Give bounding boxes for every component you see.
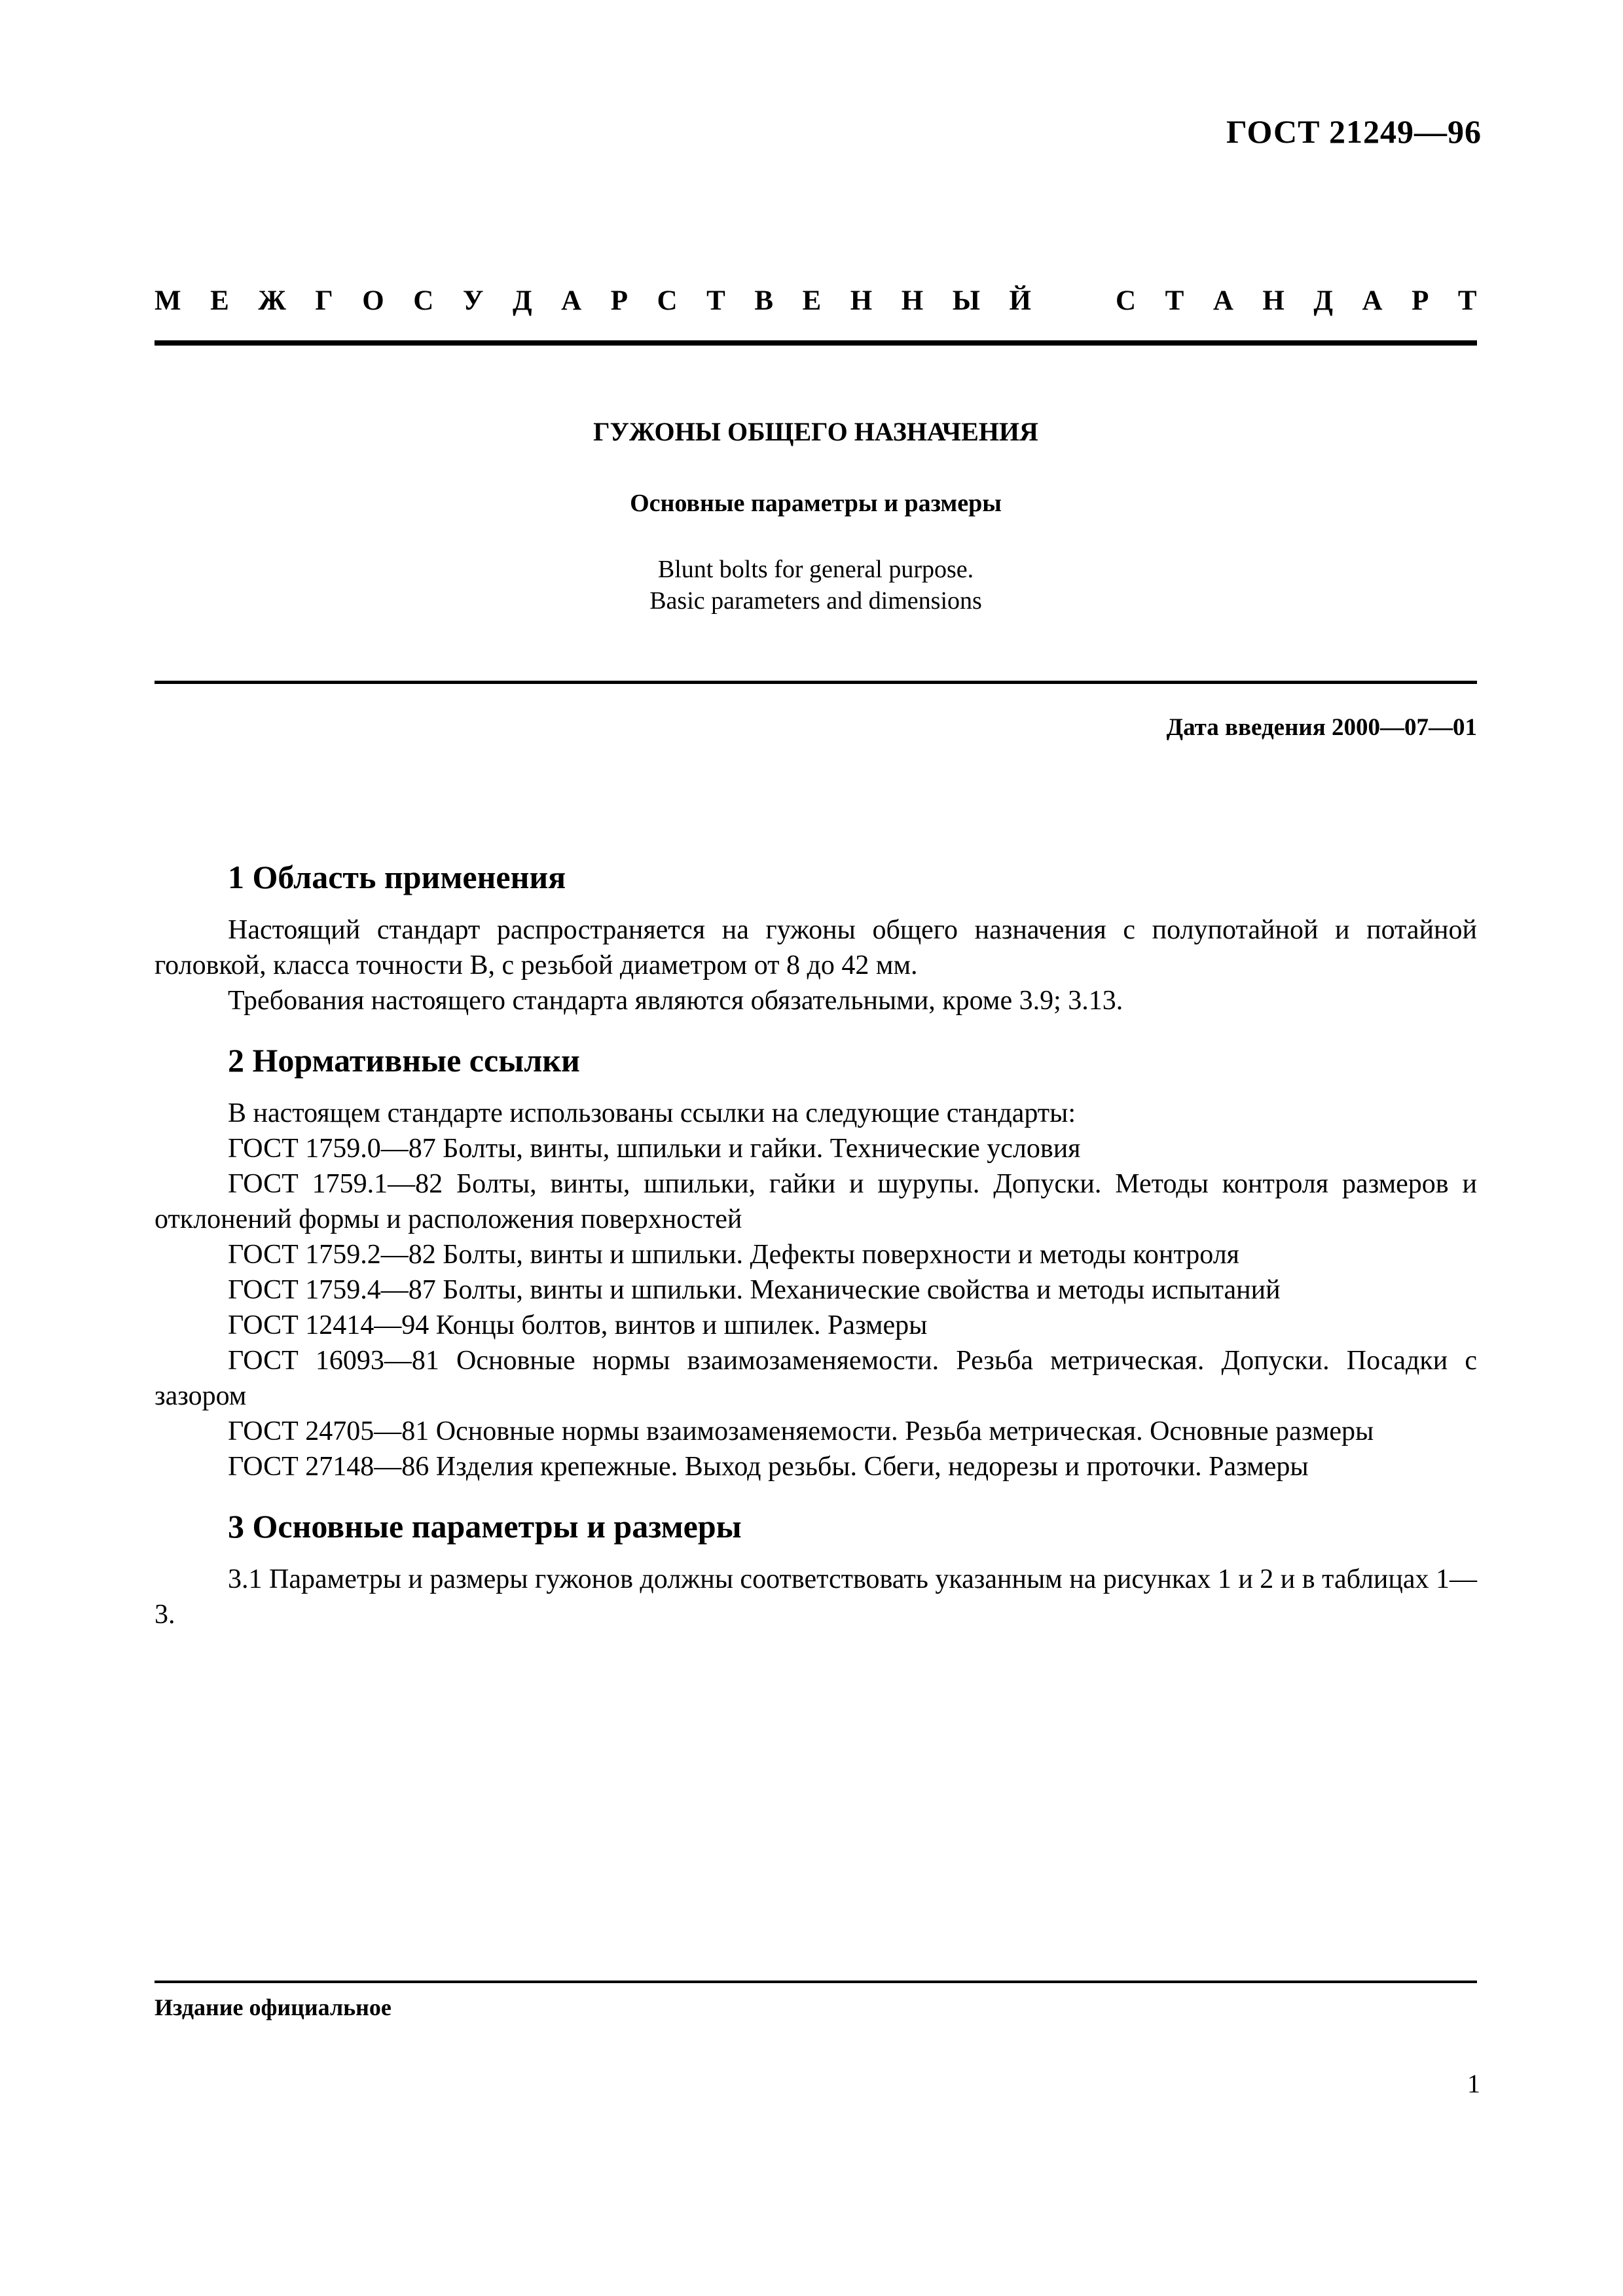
document-body (155, 856, 1477, 1653)
banner-letter: Е (210, 285, 229, 316)
banner-letter: Г (315, 285, 333, 316)
document-title: ГУЖОНЫ ОБЩЕГО НАЗНАЧЕНИЯ (593, 417, 1038, 446)
middle-rule (155, 681, 1477, 684)
banner-letter: С (657, 285, 678, 316)
banner-letter: О (362, 285, 384, 316)
banner-letter: Т (706, 285, 725, 316)
reference-item: ГОСТ 1759.0—87 Болты, винты, шпильки и гайки. Технические условия (228, 1134, 1081, 1164)
banner-letter: Т (1457, 285, 1477, 316)
section-heading: 3 Основные параметры и размеры (228, 1508, 742, 1545)
document-subtitle: Основные параметры и размеры (630, 490, 1002, 517)
banner-letter: А (561, 285, 582, 316)
banner-letter: А (1362, 285, 1383, 316)
top-rule (155, 340, 1477, 346)
reference-item: ГОСТ 16093—81 Основные нормы взаимозаменяемости. Резьба метрическая. Допуски. Посадки с зазором (155, 1346, 1477, 1411)
banner-letter: Р (610, 285, 628, 316)
banner-letter: Т (1165, 285, 1184, 316)
section-heading: 1 Область применения (228, 859, 566, 895)
official-edition-label: Издание официальное (155, 1994, 392, 2020)
banner-letter: С (1116, 285, 1137, 316)
banner-letter: Р (1412, 285, 1429, 316)
reference-item: ГОСТ 1759.2—82 Болты, винты и шпильки. Дефекты поверхности и методы контроля (228, 1240, 1239, 1270)
banner-letter: Н (1262, 285, 1285, 316)
banner-letter: Й (1009, 285, 1031, 316)
banner-letter: В (754, 285, 773, 316)
interstate-standard-banner (155, 281, 1477, 321)
banner-letter: Ы (952, 285, 980, 316)
banner-letter: У (462, 285, 484, 316)
section-scope (155, 856, 1477, 1018)
banner-letter: Е (802, 285, 822, 316)
reference-item: ГОСТ 24705—81 Основные нормы взаимозаменяемости. Резьба метрическая. Основные размеры (228, 1416, 1374, 1446)
banner-letter: Д (512, 285, 532, 316)
reference-item: ГОСТ 1759.4—87 Болты, винты и шпильки. Механические свойства и методы испытаний (228, 1275, 1281, 1305)
page-number: 1 (1467, 2069, 1480, 2098)
paragraph: 3.1 Параметры и размеры гужонов должны соответствовать указанным на рисунках 1 и 2 и в таблицах 1—3. (155, 1564, 1477, 1630)
introduction-date: Дата введения 2000—07—01 (1166, 714, 1477, 741)
banner-letter: М (155, 285, 181, 316)
paragraph: В настоящем стандарте использованы ссылки на следующие стандарты: (228, 1098, 1076, 1128)
banner-letter: Ж (258, 285, 286, 316)
banner-letter: А (1213, 285, 1233, 316)
section-normative-references (155, 1039, 1477, 1484)
banner-letter: С (413, 285, 434, 316)
section-parameters (155, 1505, 1477, 1632)
banner-letter: Н (901, 285, 924, 316)
section-heading: 2 Нормативные ссылки (228, 1042, 580, 1079)
footer-rule (155, 1981, 1477, 1983)
banner-letter: Н (850, 285, 873, 316)
english-title (155, 554, 1477, 617)
reference-item: ГОСТ 1759.1—82 Болты, винты, шпильки, гайки и шурупы. Допуски. Методы контроля размеров и отклонений формы и расположения поверхностей (155, 1169, 1477, 1234)
english-title-line-1: Blunt bolts for general purpose. (657, 556, 974, 583)
reference-item: ГОСТ 27148—86 Изделия крепежные. Выход резьбы. Сбеги, недорезы и проточки. Размеры (228, 1452, 1309, 1482)
gost-code: ГОСТ 21249—96 (1226, 113, 1482, 150)
paragraph: Настоящий стандарт распространяется на гужоны общего назначения с полупотайной и потайной головкой, класса точности В, с резьбой диаметром от 8 до 42 мм. (155, 915, 1477, 980)
english-title-line-2: Basic parameters and dimensions (649, 587, 982, 615)
paragraph: Требования настоящего стандарта являются обязательными, кроме 3.9; 3.13. (228, 986, 1123, 1016)
banner-letter: Д (1313, 285, 1333, 316)
banner-word-gap (1060, 281, 1086, 321)
reference-item: ГОСТ 12414—94 Концы болтов, винтов и шпилек. Размеры (228, 1310, 928, 1340)
